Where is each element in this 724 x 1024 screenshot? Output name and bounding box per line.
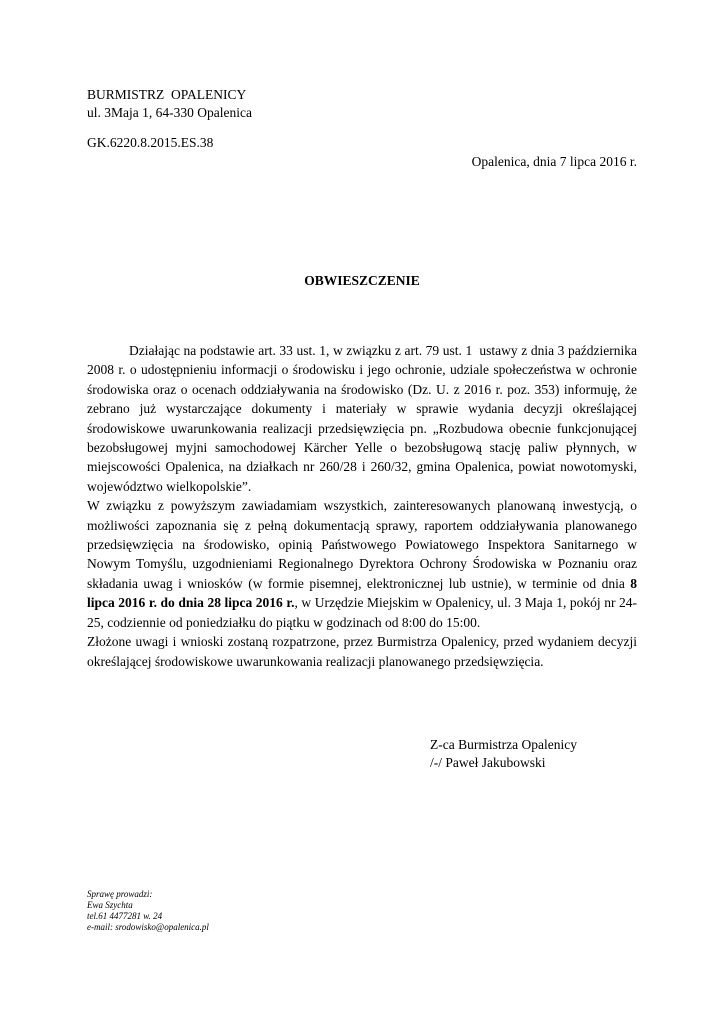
signature-name: /-/ Paweł Jakubowski	[430, 755, 546, 770]
sender-block	[87, 86, 252, 122]
office-name: BURMISTRZ OPALENICY	[87, 87, 247, 102]
paragraph-2-text: W związku z powyższym zawiadamiam wszystkich, zainteresowanych planowaną inwestycją, o możliwości zapoznania się z pełną dokumentacją sprawy, raportem oddziaływania planowanego przedsięwzięcia na środowisko, opinią Państwowego Powiatowego Inspektora Sanitarnego w Nowym Tomyślu, uzgodnieniami Regionalnego Dyrektora Ochrony Środowiska w Poznaniu oraz składania uwag i wniosków (w formie pisemnej, elektronicznej lub ustnie), w terminie od dnia	[87, 498, 637, 591]
body-paragraph-1: Działając na podstawie art. 33 ust. 1, w związku z art. 79 ust. 1 ustawy z dnia 3 października 2008 r. o udostępnieniu informacji o środowisku i jego ochronie, udziale społeczeństwa w ochronie środowiska oraz o ocenach oddziaływania na środowisko (Dz. U. z 2016 r. poz. 353) informuję, że zebrano już wystarczające dokumenty i materiały w sprawie wydania decyzji określającej środowiskowe uwarunkowania realizacji przedsięwzięcia pn. „Rozbudowa obecnie funkcjonującej bezobsługowej myjni samochodowej Kärcher Yelle o bezobsługową stację paliw płynnych, w miejscowości Opalenica, na działkach nr 260/28 i 260/32, gmina Opalenica, powiat nowotomyski, województwo wielkopolskie”.	[87, 343, 641, 494]
signature-role: Z-ca Burmistrza Opalenicy	[430, 737, 577, 752]
document-body	[87, 341, 641, 671]
body-paragraph-2	[87, 496, 637, 632]
document-title: OBWIESZCZENIE	[304, 273, 420, 288]
footer-label: Sprawę prowadzi:	[87, 889, 153, 899]
deadline-dates: 8 lipca 2016 r. do dnia 28 lipca 2016 r.	[87, 575, 637, 611]
footer-phone: tel.61 4477281 w. 24	[87, 911, 163, 921]
body-paragraph-3: Złożone uwagi i wnioski zostaną rozpatrzone, przez Burmistrza Opalenicy, przed wydaniem decyzji określającej środowiskowe uwarunkowania realizacji planowanego przedsięwzięcia.	[87, 634, 637, 669]
office-address: ul. 3Maja 1, 64-330 Opalenica	[87, 105, 252, 120]
case-handler-footer	[87, 889, 209, 933]
footer-person: Ewa Szychta	[87, 900, 133, 910]
signature-block	[430, 736, 577, 772]
reference-number: GK.6220.8.2015.ES.38	[87, 135, 214, 150]
place-date: Opalenica, dnia 7 lipca 2016 r.	[471, 154, 637, 169]
paragraph-2-text-end: , w Urzędzie Miejskim w Opalenicy, ul. 3 Maja 1, pokój nr 24-25, codziennie od poniedziałku do piątku w godzinach od 8:00 do 15:00.	[87, 595, 637, 630]
footer-email: e-mail: srodowisko@opalenica.pl	[87, 922, 209, 932]
